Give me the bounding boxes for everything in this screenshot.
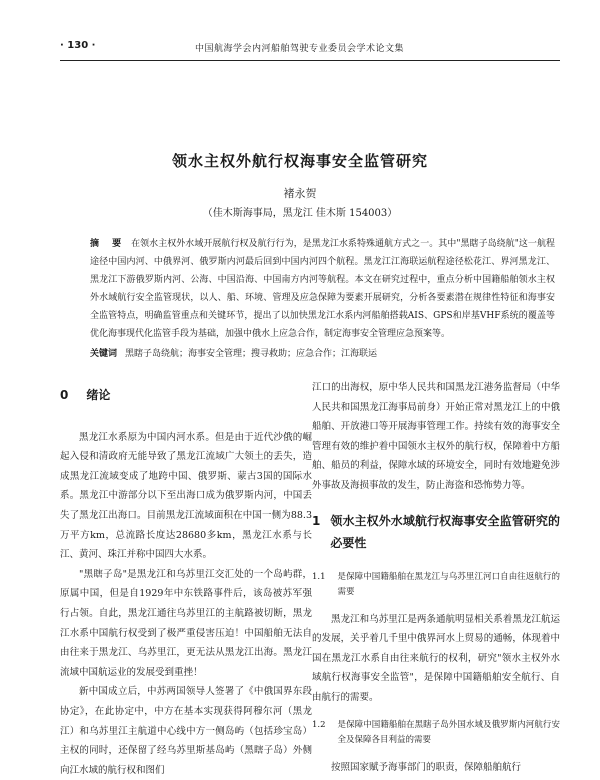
subsection-number: 1.2 (312, 719, 326, 730)
keywords-label: 关键词 (90, 349, 118, 359)
affiliation: （佳木斯海事局，黑龙江 佳木斯 154003） (202, 208, 398, 219)
section-title: 绪论 (86, 388, 111, 402)
subsection-title: 是保障中国籍船舶在黑龙江与乌苏里江河口自由往返航行的需要 (337, 571, 560, 597)
keywords (90, 347, 555, 361)
paragraph: 新中国成立后，中苏两国领导人签署了《中俄国界东段协定》，在此协定中，中方在基本实现获得阿穆尔河（黑龙江）和乌苏里江主航道中心线中方一侧岛屿（包括珍宝岛）主权的同时，还保留了经乌苏里斯基岛屿（黑瞎子岛）外侧向江水域的航行权和图们 (60, 686, 312, 776)
paragraph: 按照国家赋予海事部门的职责，保障船舶航行 (331, 761, 522, 773)
paragraph: 黑龙江水系原为中国内河水系。但是由于近代沙俄的崛起入侵和清政府无能导致了黑龙江流域广大领土的丢失，造成黑龙江流域变成了地跨中国、俄罗斯、蒙古3国的国际水系。黑龙江中游部分以下至出海口成为俄罗斯内河，中国丢失了黑龙江出海口。目前黑龙江流域面积在中国一侧为88.3万平方km，总流路长度达28680多km，黑龙江水系与长江、黄河、珠江并称中国四大水系。 (60, 431, 312, 561)
section-number: 0 (60, 388, 69, 402)
right-column (312, 378, 560, 777)
section-title: 领水主权外水域航行权海事安全监管研究的必要性 (330, 513, 560, 550)
running-header (60, 38, 560, 56)
section-heading-0 (60, 386, 312, 406)
keywords-text: 黑瞎子岛绕航；海事安全管理；搜寻救助；应急合作；江海联运 (125, 349, 378, 359)
paper-title: 领水主权外航行权海事安全监管研究 (171, 152, 428, 170)
author: 褚永贺 (283, 187, 317, 200)
section-heading-1 (312, 510, 560, 554)
paragraph: 黑龙江和乌苏里江是两条通航明显相关系着黑龙江航运的发展，关乎着几千里中俄界河水上贸易的通畅，体现着中国在黑龙江水系自由往来航行的权利，研究"领水主权外水域航行权海事安全监管"，是保障中国籍船舶安全航行、自由航行的需要。 (312, 613, 560, 703)
subsection-heading-1-1 (312, 570, 560, 600)
section-number: 1 (312, 513, 321, 528)
paragraph: "黑瞎子岛"是黑龙江和乌苏里江交汇处的一个岛屿群，原属中国，但是自1929年中东铁路事件后，该岛被苏军强行占领。自此，黑龙江通往乌苏里江的主航路被切断，黑龙江水系中国航行权受到了极严重侵害压迫！中国船舶无法自由往来于黑龙江、乌苏里江，更无法从黑龙江出海。黑龙江流域中国航运业的发展受到重挫！ (60, 568, 312, 678)
subsection-number: 1.1 (312, 571, 326, 582)
page-number: · 130 · (60, 40, 96, 51)
subsection-title: 是保障中国籍船舶在黑瞎子岛外国水域及俄罗斯内河航行安全及保障各目利益的需要 (337, 719, 560, 745)
header-rule (60, 60, 560, 61)
journal-title: 中国航海学会内河船舶驾驶专业委员会学术论文集 (195, 44, 405, 54)
abstract (90, 235, 555, 343)
paragraph: 江口的出海权，原中华人民共和国黑龙江港务监督局（中华人民共和国黑龙江海事局前身）开始正常对黑龙江上的中俄船舶、开放港口等开展海事管理工作。持续有效的海事安全管理有效的维护着中国领水主权外的航行权，保障着中方船舶、船员的利益，保障水域的环境安全，同时有效地避免涉外事故及海损事故的发生，防止海盗和恐怖势力等。 (312, 382, 560, 491)
abstract-label: 摘 要 (90, 239, 124, 249)
left-column (60, 378, 312, 780)
subsection-heading-1-2 (312, 718, 560, 748)
abstract-text: 在领水主权外水域开展航行权及航行行为，是黑龙江水系特殊通航方式之一。其中"黑瞎子岛绕航"这一航程途径中国内河、中俄界河、俄罗斯内河最后回到中国内河四个航程。黑龙江江海联运航程途径松花江、界河黑龙江、黑龙江下游俄罗斯内河、公海、中国沿海、中国南方内河等航程。本文在研究过程中，重点分析中国籍船舶领水主权外水域航行安全监管现状，以人、船、环境、管理及应急保障为要素开展研究，分析各要素潜在规律性特征和海事安全监管特点，明确监管重点和关键环节，提出了以加快黑龙江水系内河船舶搭载AIS、GPS和岸基VHF系统的覆盖等优化海事现代化监管手段为基础，加强中俄水上应急合作，制定海事安全管理应急预案等。 (90, 239, 555, 339)
